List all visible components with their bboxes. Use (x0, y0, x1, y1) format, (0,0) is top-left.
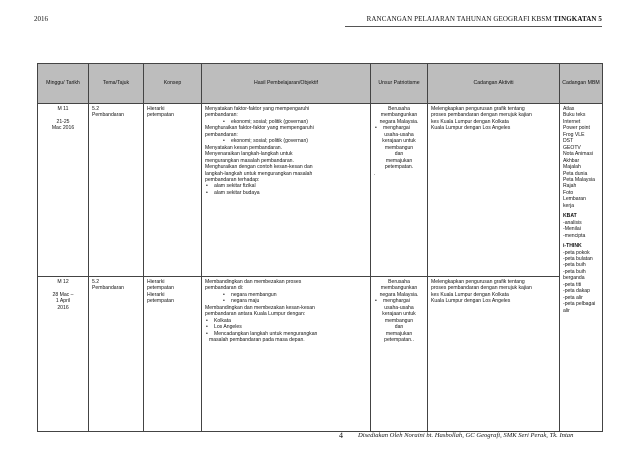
ithink-item: -peta pokok (563, 249, 590, 256)
ithink-item: -peta dakap (563, 288, 590, 295)
header-title (367, 15, 602, 23)
text-line: membangun (384, 317, 414, 324)
kbat-item: -analisis (563, 219, 582, 226)
cell-unsur (371, 104, 428, 277)
text-line: petempatan.. (384, 337, 414, 344)
ithink-item: -peta buih (563, 262, 586, 269)
bullet-item: • negara membangun (205, 292, 367, 298)
text-line: memajukan (385, 157, 413, 164)
cell-tema (89, 104, 144, 277)
bullet-list (374, 125, 424, 131)
cell-aktiviti (428, 277, 560, 432)
col-header-hasil: Hasil Pembelajaran/Objektif (202, 64, 371, 104)
text-line: pembandaran: (205, 131, 238, 138)
text-line: Melengkapkan pengurusan grafik tentang (431, 106, 525, 112)
header-title-prefix: RANCANGAN PELAJARAN TAHUNAN GEOGRAFI KBSM (366, 15, 552, 23)
text-line: petempatan. (384, 164, 414, 171)
kbat-title: KBAT (563, 213, 577, 220)
text-line: petempatan (147, 112, 174, 119)
lesson-plan-table (37, 63, 603, 432)
col-header-minggu: Minggu/ Tarikh (38, 64, 89, 104)
text-line: 28 Mac – (52, 291, 74, 298)
page-number: 4 (339, 431, 343, 440)
mbm-item: DST (563, 138, 574, 145)
text-line: Kuala Lumpur dengan Los Angeles (431, 125, 511, 132)
ithink-title: i-THINK (563, 243, 582, 250)
bullet-list (205, 318, 367, 337)
ithink-item: -peta titi (563, 281, 582, 288)
mbm-item: Rajah (563, 183, 577, 190)
text-line: negara Malaysia. (379, 118, 419, 125)
ithink-item: berganda (563, 275, 585, 282)
text-line: pembandaran terhadap: (205, 176, 260, 183)
ithink-item: alir (563, 307, 570, 314)
bullet-list (205, 138, 367, 144)
text-line: membangun (384, 144, 414, 151)
text-line: M 11 (57, 106, 69, 112)
bullet-item: • Los Angeles (205, 324, 367, 330)
bullet-item: • ekonomi; sosial; politik (governan) (205, 119, 367, 125)
cell-konsep (144, 277, 202, 432)
col-header-konsep: Konsep (144, 64, 202, 104)
mbm-item: Buku teks (563, 112, 586, 119)
text-line: Membandingkan dan membezakan kesan-kesan (205, 304, 315, 311)
text-line: proses pembandaran dengan merujuk kajian (431, 285, 532, 292)
text-line: Membandingkan dan membezakan proses (205, 279, 302, 285)
text-line: . (374, 170, 376, 177)
text-line: pembandaran: (205, 112, 238, 119)
text-line: pembandaran di: (205, 285, 244, 292)
ithink-item: -peta buih (563, 268, 586, 275)
footer-note: Disediakan Oleh Noraini bt. Hasbollah, GC Geografi, SMK Seri Perak, Tk. Intan (358, 432, 574, 439)
text-line: usaha-usaha (384, 304, 414, 311)
cell-hasil (202, 277, 371, 432)
col-header-aktiviti: Cadangan Aktiviti (428, 64, 560, 104)
table-row (38, 277, 603, 432)
col-header-unsur: Unsur Patriotisme (371, 64, 428, 104)
mbm-item: Akhbar (563, 157, 580, 164)
bullet-item: • menghargai (374, 125, 424, 131)
bullet-list (205, 119, 367, 125)
table-header-row (38, 64, 603, 104)
text-line: dan (394, 151, 404, 158)
mbm-item: Majalah (563, 164, 581, 171)
text-line: negara Malaysia. (379, 291, 419, 298)
text-line: proses pembandaran dengan merujuk kajian (431, 112, 532, 119)
mbm-item: kerja (563, 202, 575, 209)
bullet-item: • ekonomi; sosial; politik (governan) (205, 138, 367, 144)
text-line: Pembandaran (92, 112, 125, 119)
kbat-item: -Menilai (563, 226, 581, 233)
header-title-bold: TINGKATAN 5 (553, 15, 602, 23)
bullet-item: • Mencadangkan langkah untuk mengurangkan (205, 331, 367, 337)
text-line: 2016 (57, 304, 69, 311)
text-line: Pembandaran (92, 285, 125, 292)
header-rule (345, 26, 602, 27)
text-line: Melengkapkan pengurusan grafik tentang (431, 279, 525, 285)
cell-minggu (38, 277, 89, 432)
mbm-item: Lembaran (563, 196, 586, 203)
ithink-item: -peta alir (563, 294, 583, 301)
mbm-item: Peta Malaysia (563, 176, 595, 183)
text-line: Menyenaraikan langkah-langkah untuk (205, 151, 293, 158)
mbm-item: Frog VLE (563, 131, 585, 138)
text-line: kerajaan untuk (382, 138, 416, 145)
mbm-item: Peta dunia (563, 170, 588, 177)
cell-hasil (202, 104, 371, 277)
mbm-item: Foto (563, 189, 574, 196)
text-line: 5.2 (92, 279, 100, 285)
kbat-item: -mencipta (563, 232, 586, 239)
text-line: 21-25 (56, 118, 70, 125)
bullet-item: • Kolkata (205, 318, 367, 324)
cell-konsep (144, 104, 202, 277)
col-header-tema: Tema/Tajuk (89, 64, 144, 104)
text-line: Hierarki (147, 106, 165, 112)
mbm-item: Power point (563, 125, 590, 132)
text-line: masalah pembandaran pada masa depan. (209, 337, 305, 344)
cell-unsur (371, 277, 428, 432)
ithink-item: -peta pelbagai (563, 301, 596, 308)
bullet-list (205, 183, 367, 196)
text-line: kes Kuala Lumpur dengan Kolkata (431, 118, 509, 125)
cell-tema (89, 277, 144, 432)
text-line: dan (394, 324, 404, 331)
bullet-item: • alam sekitar fizikal (205, 183, 367, 189)
mbm-item: Internet (563, 118, 581, 125)
text-line: membangunkan (380, 285, 418, 292)
text-line: 5.2 (92, 106, 100, 112)
ithink-item: -peta bulatan (563, 255, 593, 262)
text-line: mengurangkan masalah pembandaran. (205, 157, 294, 164)
table-row (38, 104, 603, 277)
col-header-mbm: Cadangan MBM (560, 64, 603, 104)
text-line: pembandaran antara Kuala Lumpur dengan: (205, 311, 306, 318)
cell-aktiviti (428, 104, 560, 277)
text-line: petempatan (147, 285, 174, 292)
text-line: 1 April (55, 298, 71, 305)
header-year: 2016 (34, 15, 48, 23)
text-line: Hierarki (147, 279, 165, 285)
mbm-item: GEOTV (563, 144, 581, 151)
text-line: kes Kuala Lumpur dengan Kolkata (431, 291, 509, 298)
bullet-item: • alam sekitar budaya (205, 190, 367, 196)
text-line: Hierarki (147, 291, 165, 298)
bullet-item: • negara maju (205, 298, 367, 304)
mbm-item: Atlas (563, 106, 575, 112)
text-line: M 12 (57, 279, 69, 285)
text-line: langkah-langkah untuk mengurangkan masalah (205, 170, 313, 177)
bullet-item: • menghargai (374, 298, 424, 304)
text-line: Kuala Lumpur dengan Los Angeles (431, 298, 511, 305)
text-line: Berusaha (388, 106, 410, 112)
text-line: kerajaan untuk (382, 311, 416, 318)
text-line: Menyatakan faktor-faktor yang mempengaruhi (205, 106, 310, 112)
text-line: petempatan (147, 298, 174, 305)
text-line: Mac 2016 (51, 125, 75, 132)
text-line: Menyatakan kesan pembandaran. (205, 144, 283, 151)
text-line: Menghuraikan faktor-faktor yang mempengaruhi (205, 125, 314, 132)
cell-mbm (560, 104, 603, 432)
text-line: Berusaha (388, 279, 410, 285)
bullet-list (205, 292, 367, 305)
text-line: memajukan (385, 330, 413, 337)
mbm-item: Nota Animasi (563, 151, 594, 158)
text-line: usaha-usaha (384, 131, 414, 138)
text-line: membangunkan (380, 112, 418, 119)
text-line: Menghuraikan dengan contoh kesan-kesan dan (205, 164, 313, 171)
cell-minggu (38, 104, 89, 277)
bullet-list (374, 298, 424, 304)
